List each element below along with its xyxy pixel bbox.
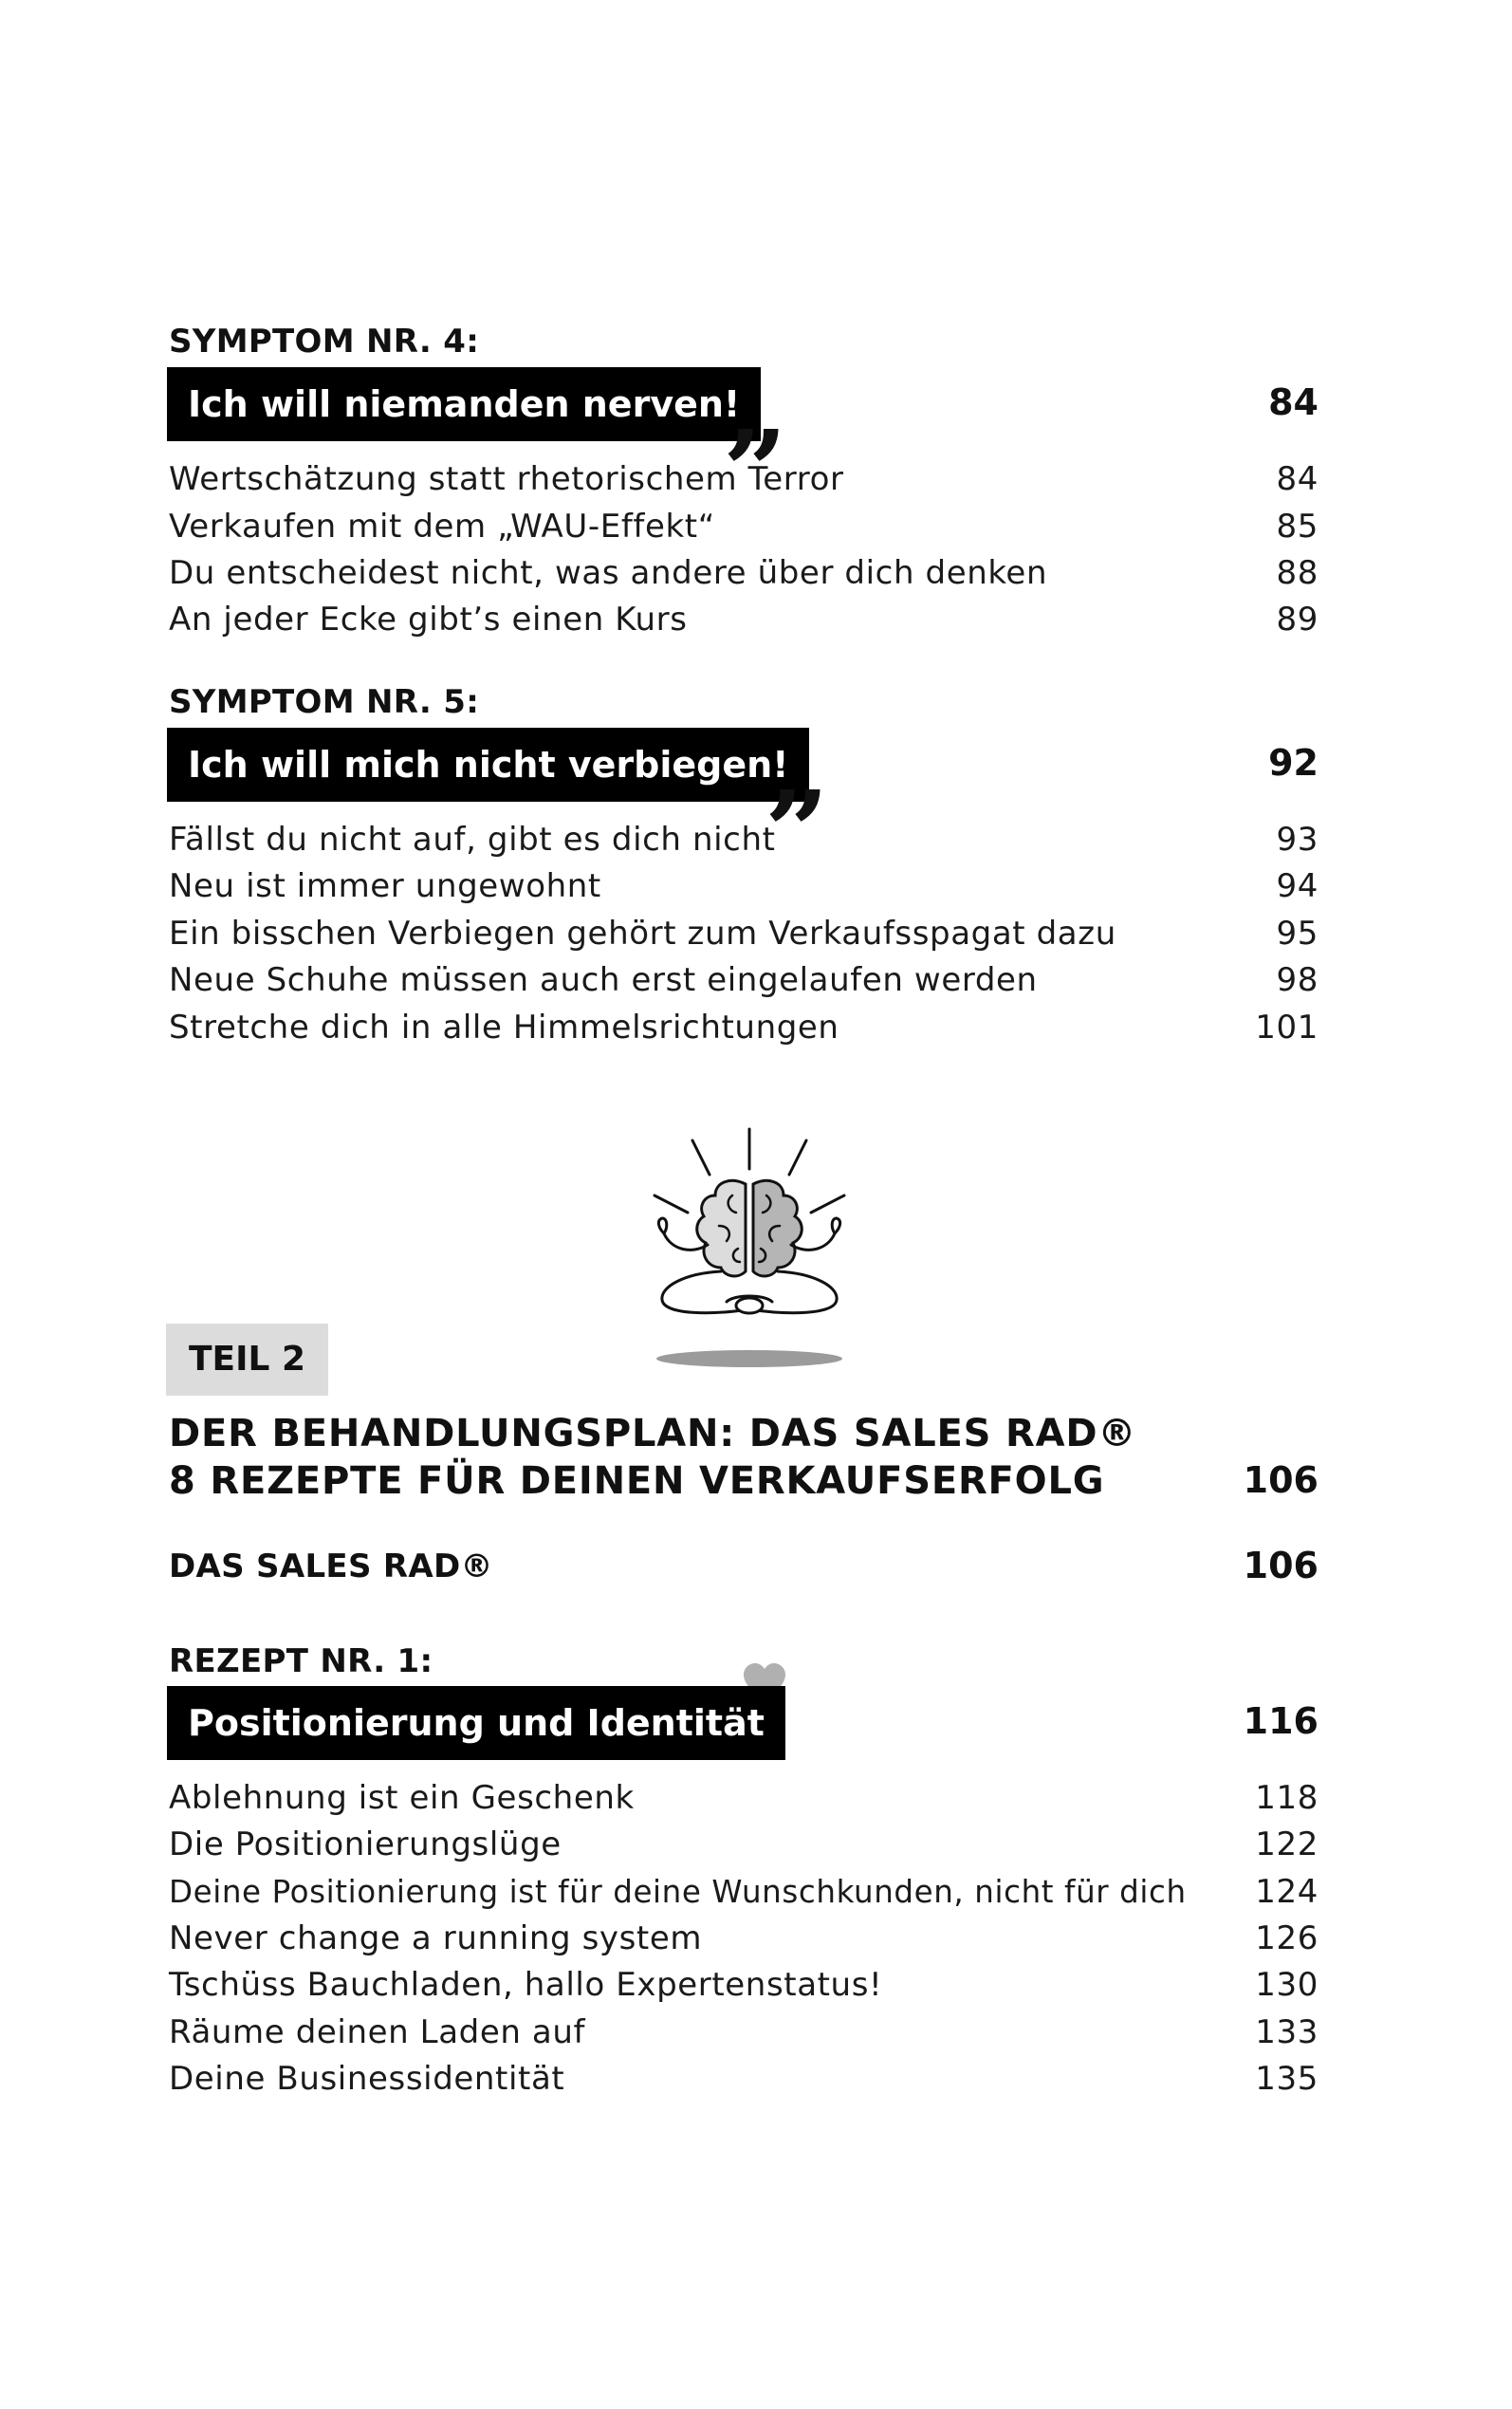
- toc-entry-title: Du entscheidest nicht, was andere über dich denken: [169, 554, 1048, 592]
- toc-entry-page: 135: [1255, 2060, 1318, 2098]
- toc-entry[interactable]: [169, 862, 1318, 910]
- toc-entry-title: Neu ist immer ungewohnt: [169, 867, 601, 905]
- toc-entry[interactable]: [169, 816, 1318, 863]
- toc-entry-title: Deine Positionierung ist für deine Wunschkunden, nicht für dich: [169, 1874, 1187, 1910]
- toc-entry[interactable]: [169, 549, 1318, 597]
- toc-entry-title: Räume deinen Laden auf: [169, 2013, 586, 2051]
- toc-entry-title: Neue Schuhe müssen auch erst eingelaufen werden: [169, 961, 1038, 999]
- symptom4-title-banner[interactable]: Ich will niemanden nerven!: [167, 367, 761, 441]
- toc-entry-title: Ablehnung ist ein Geschenk: [169, 1779, 635, 1817]
- toc-entry[interactable]: [169, 1821, 1318, 1868]
- toc-entry-title: Verkaufen mit dem „WAU-Effekt“: [169, 508, 715, 546]
- toc-entry-title: An jeder Ecke gibt’s einen Kurs: [169, 601, 688, 639]
- rezept1-page: 116: [1243, 1700, 1318, 1742]
- part-heading-line2[interactable]: 8 REZEPTE FÜR DEINEN VERKAUFSERFOLG: [169, 1459, 1105, 1503]
- toc-entry-title: Fällst du nicht auf, gibt es dich nicht: [169, 821, 776, 859]
- toc-entry-title: Deine Businessidentität: [169, 2060, 565, 2098]
- toc-entry-page: 124: [1255, 1873, 1318, 1911]
- toc-entry-page: 84: [1276, 460, 1318, 498]
- toc-entry[interactable]: [169, 1774, 1318, 1822]
- toc-entry-page: 93: [1276, 821, 1318, 859]
- toc-entry-title: Never change a running system: [169, 1919, 703, 1957]
- part-heading-line1: DER BEHANDLUNGSPLAN: DAS SALES RAD®: [169, 1412, 1137, 1455]
- rezept1-title-banner[interactable]: Positionierung und Identität: [167, 1686, 785, 1760]
- toc-entry[interactable]: [169, 1961, 1318, 2009]
- toc-entry-page: 85: [1276, 508, 1318, 546]
- sales-rad-page: 106: [1243, 1545, 1318, 1586]
- toc-entry-page: 126: [1255, 1919, 1318, 1957]
- toc-entry[interactable]: [169, 1915, 1318, 1962]
- toc-entry[interactable]: [169, 1004, 1318, 1051]
- symptom4-label: SYMPTOM NR. 4:: [169, 323, 480, 361]
- part-label: TEIL 2: [166, 1324, 328, 1396]
- toc-entry-page: 89: [1276, 601, 1318, 639]
- closing-quote-icon: ”: [723, 405, 787, 537]
- part-page: 106: [1243, 1459, 1318, 1501]
- sales-rad-title[interactable]: DAS SALES RAD®: [169, 1547, 493, 1585]
- symptom5-title-banner[interactable]: Ich will mich nicht verbiegen!: [167, 728, 809, 802]
- toc-entry[interactable]: [169, 956, 1318, 1004]
- toc-entry-title: Stretche dich in alle Himmelsrichtungen: [169, 1009, 839, 1047]
- toc-entry[interactable]: [169, 596, 1318, 643]
- rezept1-label: REZEPT NR. 1:: [169, 1642, 433, 1680]
- toc-entry[interactable]: [169, 1868, 1318, 1916]
- toc-entry[interactable]: [169, 503, 1318, 550]
- toc-entry-page: 122: [1255, 1825, 1318, 1863]
- toc-entry-page: 94: [1276, 867, 1318, 905]
- symptom4-page: 84: [1268, 381, 1318, 423]
- symptom5-page: 92: [1268, 742, 1318, 784]
- toc-entry-title: Ein bisschen Verbiegen gehört zum Verkaufsspagat dazu: [169, 915, 1116, 953]
- toc-entry-page: 133: [1255, 2013, 1318, 2051]
- toc-entry[interactable]: [169, 910, 1318, 957]
- toc-entry-title: Die Positionierungslüge: [169, 1825, 562, 1863]
- toc-entry-page: 95: [1276, 915, 1318, 953]
- toc-entry[interactable]: [169, 455, 1318, 503]
- toc-entry-page: 118: [1255, 1779, 1318, 1817]
- toc-entry-title: Wertschätzung statt rhetorischem Terror: [169, 460, 844, 498]
- toc-entry-title: Tschüss Bauchladen, hallo Expertenstatus!: [169, 1966, 883, 2004]
- toc-entry[interactable]: [169, 2055, 1318, 2103]
- toc-entry[interactable]: [169, 2009, 1318, 2056]
- toc-entry-page: 101: [1255, 1009, 1318, 1047]
- closing-quote-icon: ”: [765, 766, 829, 898]
- toc-entry-page: 98: [1276, 961, 1318, 999]
- toc-entry-page: 88: [1276, 554, 1318, 592]
- toc-entry-page: 130: [1255, 1966, 1318, 2004]
- meditating-brain-icon: [617, 1120, 882, 1376]
- symptom5-label: SYMPTOM NR. 5:: [169, 683, 480, 721]
